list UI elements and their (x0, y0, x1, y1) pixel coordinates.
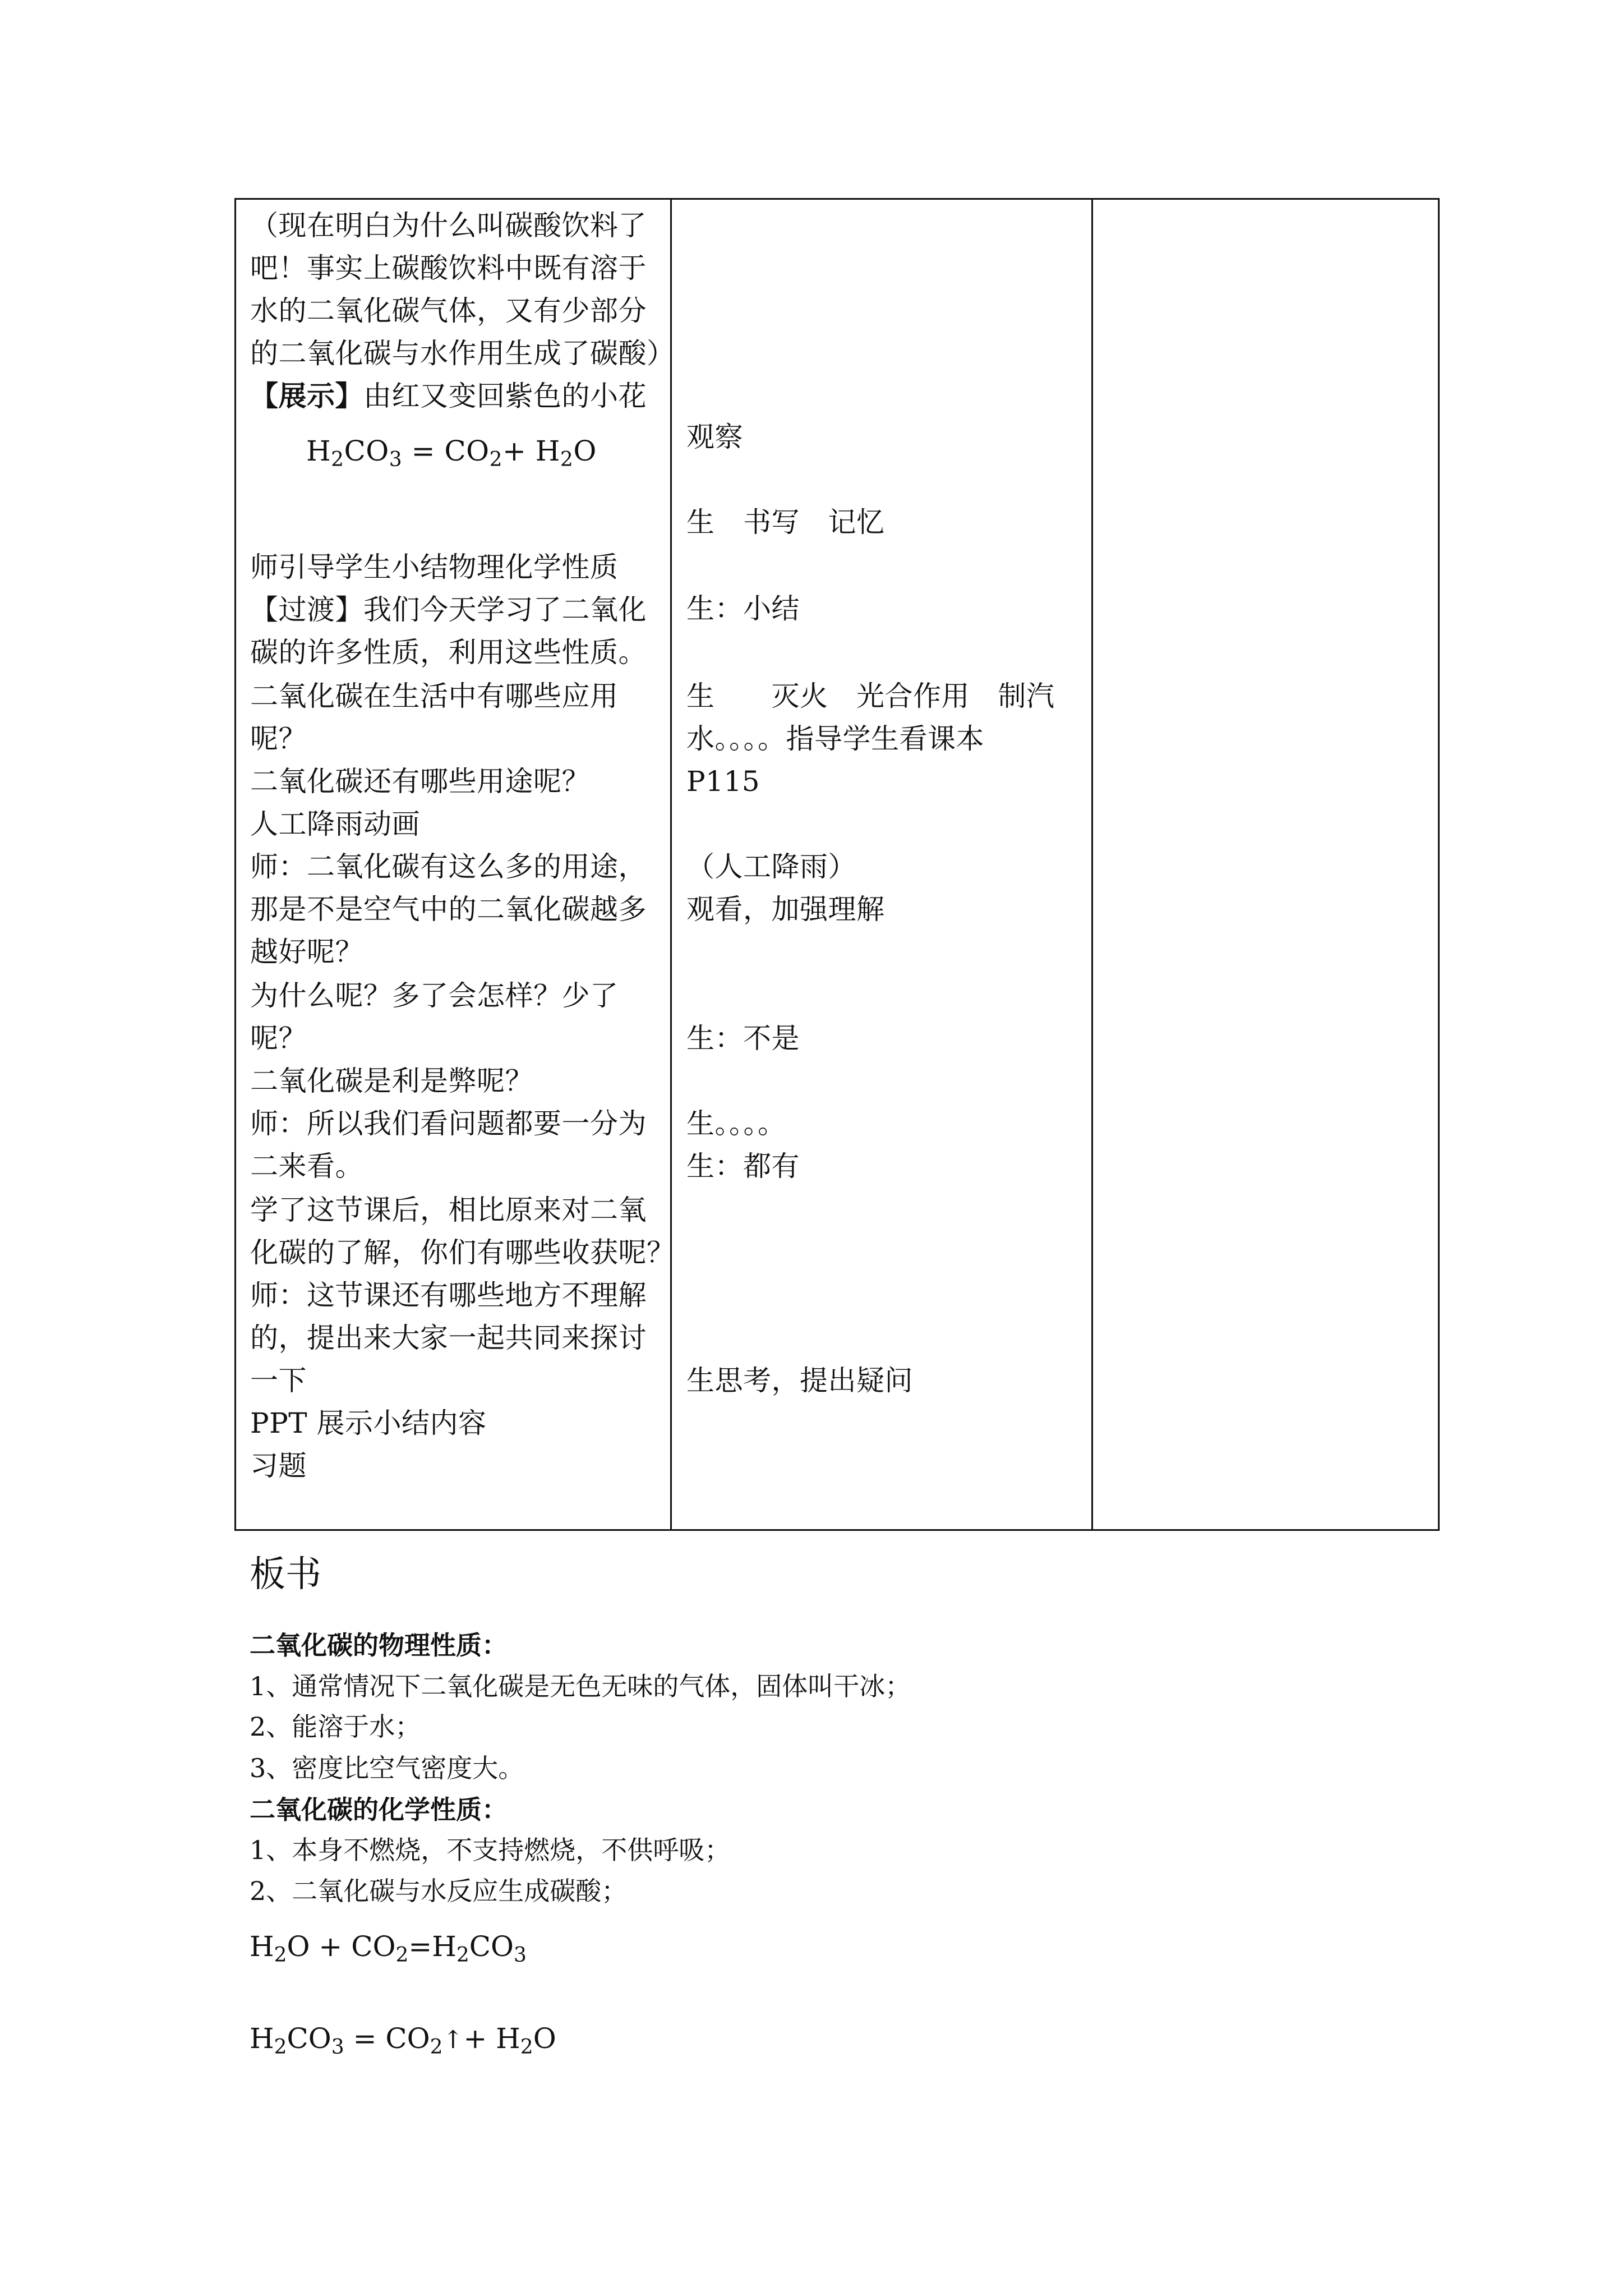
text-line: 【过渡】我们今天学习了二氧化 (250, 593, 647, 626)
show-tag: 【展示】 (250, 379, 363, 412)
formula-carbonic-acid-decomposition: $H_2CO_3$ = $CO_2↑+ H_2O$ (250, 2022, 556, 2059)
text-line: （人工降雨） (686, 850, 856, 883)
text-line: 生 灭火 光合作用 制汽 (686, 680, 1055, 712)
property-line: 3、密度比空气密度大。 (250, 1753, 524, 1783)
student-activity-column (686, 200, 1055, 1397)
text-line: 观察 (686, 421, 743, 453)
text-line: 二氧化碳在生活中有哪些应用 (250, 680, 619, 712)
text-line: 生：小结 (686, 592, 800, 625)
property-line: 1、通常情况下二氧化碳是无色无味的气体，固体叫干冰； (250, 1671, 911, 1701)
text-line: 水的二氧化碳气体，又有少部分 (250, 295, 647, 327)
text-line: 水。。。。指导学生看课本 (686, 723, 984, 755)
text-line: 吧！事实上碳酸饮料中既有溶于 (250, 252, 647, 284)
text-line: 师引导学生小结物理化学性质 (250, 551, 619, 583)
text-line: 碳的许多性质，利用这些性质。 (250, 636, 647, 669)
show-text: 由红又变回紫色的小花 (363, 380, 647, 412)
text-line: P115 (686, 765, 760, 798)
text-line: 人工降雨动画 (250, 808, 420, 840)
show-line (250, 375, 647, 417)
lesson-table (234, 198, 1440, 1531)
text-line: 学了这节课后，相比原来对二氧 (250, 1194, 647, 1226)
text-line: 越好呢？ (250, 936, 363, 968)
text-line: 生 书写 记忆 (686, 506, 885, 539)
text-line: 的二氧化碳与水作用生成了碳酸） (250, 337, 675, 370)
text-line: 师：二氧化碳有这么多的用途， (250, 850, 647, 883)
formula-co2-water: $H_2O + CO_2=H_2CO_3$ (250, 1930, 527, 1967)
text-line: 二氧化碳还有哪些用途呢？ (250, 765, 590, 798)
text-line: 师：所以我们看问题都要一分为 (250, 1107, 647, 1140)
text-line: PPT 展示小结内容 (250, 1407, 487, 1439)
text-line: 呢？ (250, 1022, 307, 1055)
formula-carbonic-decomposition: $H_2CO_3 = CO_2+ H_2O$ (306, 435, 597, 471)
up-arrow-icon: ↑ (442, 2026, 464, 2054)
text-line: 二来看。 (250, 1150, 363, 1182)
notes-column (1093, 200, 1438, 1529)
text-line: 那是不是空气中的二氧化碳越多 (250, 893, 647, 926)
text-line: 生。。。。 (686, 1107, 786, 1140)
board-heading: 板书 (250, 1554, 321, 1595)
teacher-activity-column (250, 200, 675, 1521)
text-line: 为什么呢？多了会怎样？少了 (250, 979, 619, 1012)
property-line: 2、二氧化碳与水反应生成碳酸； (250, 1876, 628, 1906)
text-line: 生：不是 (686, 1022, 800, 1055)
property-line: 1、本身不燃烧，不支持燃烧，不供呼吸； (250, 1835, 731, 1865)
text-line: （现在明白为什么叫碳酸饮料了 (250, 209, 647, 242)
text-line: 生思考，提出疑问 (686, 1364, 913, 1397)
column-divider (670, 200, 672, 1529)
text-line: 的，提出来大家一起共同来探讨 (250, 1322, 647, 1354)
physical-properties-title: 二氧化碳的物理性质： (250, 1630, 508, 1660)
property-line: 2、能溶于水； (250, 1711, 421, 1742)
text-line: 呢？ (250, 723, 307, 755)
text-line: 习题 (250, 1450, 307, 1482)
text-line: 二氧化碳是利是弊呢？ (250, 1065, 533, 1097)
text-line: 师：这节课还有哪些地方不理解 (250, 1279, 647, 1312)
chemical-properties-title: 二氧化碳的化学性质： (250, 1795, 508, 1825)
text-line: 生：都有 (686, 1150, 800, 1182)
text-line: 观看，加强理解 (686, 893, 885, 926)
text-line: 一下 (250, 1364, 307, 1397)
text-line: 化碳的了解，你们有哪些收获呢？ (250, 1236, 675, 1269)
